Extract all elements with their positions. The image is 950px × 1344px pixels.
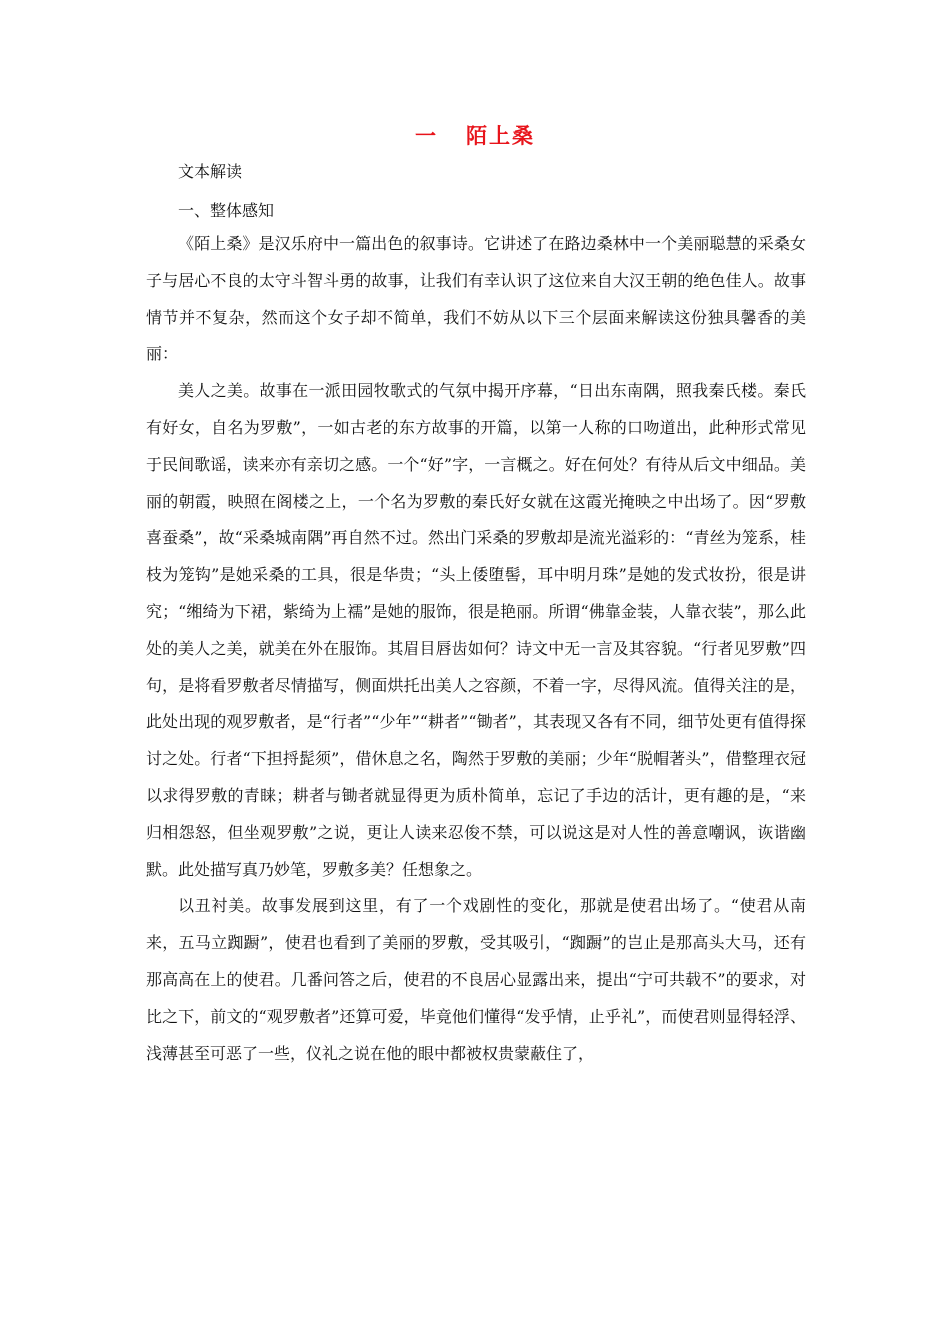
paragraph: 《陌上桑》是汉乐府中一篇出色的叙事诗。它讲述了在路边桑林中一个美丽聪慧的采桑女子与居心不良的太守斗智斗勇的故事，让我们有幸认识了这位来自大汉王朝的绝色佳人。故事情节并不复杂，然而这个女子却不简单，我们不妨从以下三个层面来解读这份独具馨香的美丽： — [146, 234, 806, 364]
page-title — [0, 120, 950, 150]
section-heading: 文本解读 — [178, 162, 243, 181]
body-text — [146, 226, 806, 1072]
paragraph: 以丑衬美。故事发展到这里，有了一个戏剧性的变化，那就是使君出场了。“使君从南来，五马立踟蹰”，使君也看到了美丽的罗敷，受其吸引，“踟蹰”的岂止是那高头大马，还有那高高在上的使君。几番问答之后，使君的不良居心显露出来，提出“宁可共载不”的要求，对比之下，前文的“观罗敷者”还算可爱，毕竟他们懂得“发乎情，止乎礼”，而使君则显得轻浮、浅薄甚至可恶了一些，仪礼之说在他的眼中都被权贵蒙蔽住了， — [146, 896, 806, 1063]
title-text: 陌上桑 — [466, 123, 535, 148]
subsection-heading: 一、整体感知 — [178, 201, 275, 220]
title-number: 一 — [415, 123, 438, 148]
paragraph: 美人之美。故事在一派田园牧歌式的气氛中揭开序幕，“日出东南隅，照我秦氏楼。秦氏有好女，自名为罗敷”，一如古老的东方故事的开篇，以第一人称的口吻道出，此种形式常见于民间歌谣，读来亦有亲切之感。一个“好”字，一言概之。好在何处？有待从后文中细品。美丽的朝霞，映照在阁楼之上，一个名为罗敷的秦氏好女就在这霞光掩映之中出场了。因“罗敷喜蚕桑”，故“采桑城南隅”再自然不过。然出门采桑的罗敷却是流光溢彩的：“青丝为笼系，桂枝为笼钩”是她采桑的工具，很是华贵；“头上倭堕髻，耳中明月珠”是她的发式妆扮，很是讲究；“缃绮为下裙，紫绮为上襦”是她的服饰，很是艳丽。所谓“佛靠金装，人靠衣装”，那么此处的美人之美，就美在外在服饰。其眉目唇齿如何？诗文中无一言及其容貌。“行者见罗敷”四句，是将看罗敷者尽情描写，侧面烘托出美人之容颜，不着一字，尽得风流。值得关注的是，此处出现的观罗敷者，是“行者”“少年”“耕者”“锄者”，其表现又各有不同，细节处更有值得探讨之处。行者“下担捋髭须”，借休息之名，陶然于罗敷的美丽；少年“脱帽著头”，借整理衣冠以求得罗敷的青睐；耕者与锄者就显得更为质朴简单，忘记了手边的活计，更有趣的是，“来归相怨怒，但坐观罗敷”之说，更让人读来忍俊不禁，可以说这是对人性的善意嘲讽，诙谐幽默。此处描写真乃妙笔，罗敷多美？任想象之。 — [146, 381, 806, 879]
